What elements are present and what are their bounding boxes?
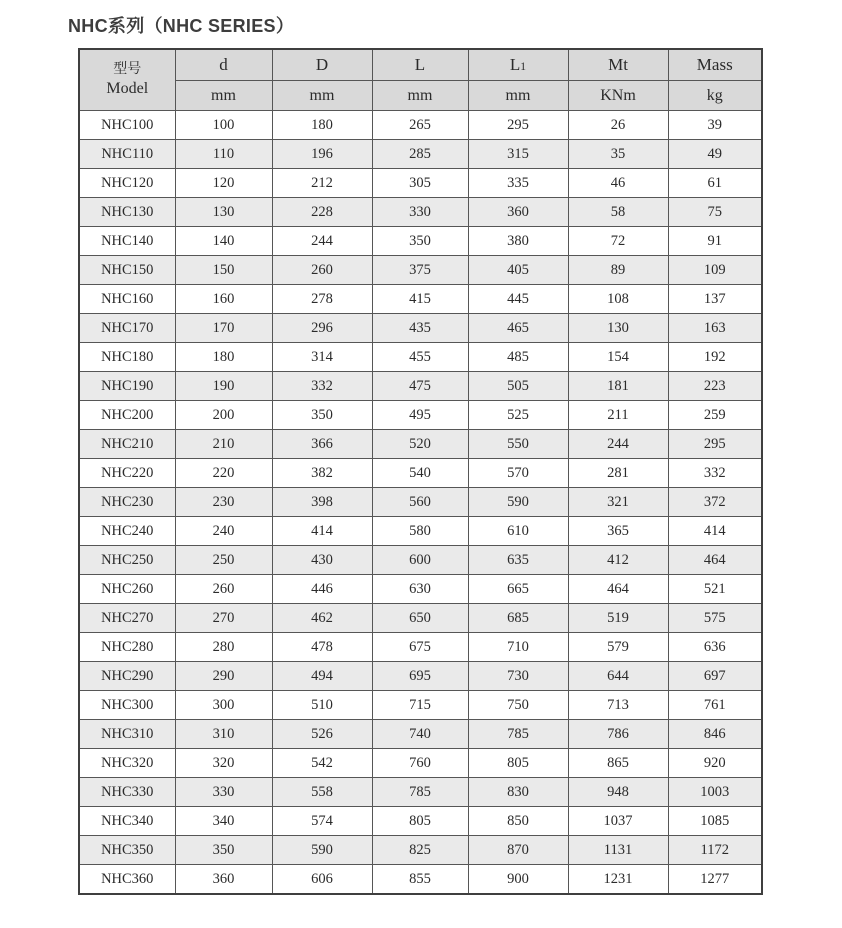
value-cell: 846 bbox=[668, 720, 762, 749]
value-cell: 550 bbox=[468, 430, 568, 459]
value-cell: 542 bbox=[272, 749, 372, 778]
value-cell: 46 bbox=[568, 169, 668, 198]
value-cell: 190 bbox=[175, 372, 272, 401]
value-cell: 296 bbox=[272, 314, 372, 343]
value-cell: 636 bbox=[668, 633, 762, 662]
column-label: L bbox=[414, 55, 426, 74]
value-cell: 140 bbox=[175, 227, 272, 256]
value-cell: 665 bbox=[468, 575, 568, 604]
table-row bbox=[79, 720, 762, 749]
value-cell: 1231 bbox=[568, 865, 668, 895]
value-cell: 570 bbox=[468, 459, 568, 488]
value-cell: 675 bbox=[372, 633, 468, 662]
model-cell: NHC130 bbox=[79, 198, 175, 227]
value-cell: 519 bbox=[568, 604, 668, 633]
column-label: Mass bbox=[696, 55, 733, 74]
value-cell: 26 bbox=[568, 111, 668, 140]
value-cell: 295 bbox=[668, 430, 762, 459]
table-row bbox=[79, 691, 762, 720]
model-header-chinese: 型号 bbox=[113, 61, 142, 77]
value-cell: 72 bbox=[568, 227, 668, 256]
value-cell: 250 bbox=[175, 546, 272, 575]
column-unit: kg bbox=[668, 81, 762, 111]
value-cell: 478 bbox=[272, 633, 372, 662]
value-cell: 495 bbox=[372, 401, 468, 430]
table-row bbox=[79, 256, 762, 285]
value-cell: 505 bbox=[468, 372, 568, 401]
value-cell: 590 bbox=[272, 836, 372, 865]
table-row bbox=[79, 459, 762, 488]
value-cell: 590 bbox=[468, 488, 568, 517]
value-cell: 89 bbox=[568, 256, 668, 285]
column-header-d bbox=[272, 49, 372, 81]
model-cell: NHC170 bbox=[79, 314, 175, 343]
value-cell: 260 bbox=[272, 256, 372, 285]
value-cell: 163 bbox=[668, 314, 762, 343]
value-cell: 382 bbox=[272, 459, 372, 488]
model-cell: NHC190 bbox=[79, 372, 175, 401]
value-cell: 285 bbox=[372, 140, 468, 169]
value-cell: 520 bbox=[372, 430, 468, 459]
value-cell: 265 bbox=[372, 111, 468, 140]
table-row bbox=[79, 488, 762, 517]
value-cell: 39 bbox=[668, 111, 762, 140]
value-cell: 825 bbox=[372, 836, 468, 865]
column-label: D bbox=[315, 55, 329, 74]
value-cell: 415 bbox=[372, 285, 468, 314]
value-cell: 259 bbox=[668, 401, 762, 430]
value-cell: 340 bbox=[175, 807, 272, 836]
value-cell: 290 bbox=[175, 662, 272, 691]
value-cell: 575 bbox=[668, 604, 762, 633]
value-cell: 75 bbox=[668, 198, 762, 227]
value-cell: 830 bbox=[468, 778, 568, 807]
value-cell: 200 bbox=[175, 401, 272, 430]
table-row bbox=[79, 227, 762, 256]
model-cell: NHC280 bbox=[79, 633, 175, 662]
model-cell: NHC360 bbox=[79, 865, 175, 895]
value-cell: 526 bbox=[272, 720, 372, 749]
value-cell: 196 bbox=[272, 140, 372, 169]
table-row bbox=[79, 807, 762, 836]
value-cell: 710 bbox=[468, 633, 568, 662]
value-cell: 35 bbox=[568, 140, 668, 169]
value-cell: 1131 bbox=[568, 836, 668, 865]
value-cell: 360 bbox=[468, 198, 568, 227]
model-cell: NHC140 bbox=[79, 227, 175, 256]
value-cell: 920 bbox=[668, 749, 762, 778]
value-cell: 305 bbox=[372, 169, 468, 198]
table-row bbox=[79, 430, 762, 459]
table-header bbox=[79, 49, 762, 111]
value-cell: 380 bbox=[468, 227, 568, 256]
value-cell: 750 bbox=[468, 691, 568, 720]
value-cell: 1277 bbox=[668, 865, 762, 895]
column-header-l bbox=[372, 49, 468, 81]
value-cell: 730 bbox=[468, 662, 568, 691]
value-cell: 464 bbox=[668, 546, 762, 575]
page-title: NHC系列（NHC SERIES） bbox=[68, 16, 295, 36]
value-cell: 579 bbox=[568, 633, 668, 662]
value-cell: 865 bbox=[568, 749, 668, 778]
model-cell: NHC350 bbox=[79, 836, 175, 865]
value-cell: 405 bbox=[468, 256, 568, 285]
value-cell: 900 bbox=[468, 865, 568, 895]
value-cell: 366 bbox=[272, 430, 372, 459]
value-cell: 475 bbox=[372, 372, 468, 401]
value-cell: 1085 bbox=[668, 807, 762, 836]
value-cell: 180 bbox=[175, 343, 272, 372]
value-cell: 435 bbox=[372, 314, 468, 343]
column-header-model bbox=[79, 49, 175, 111]
value-cell: 192 bbox=[668, 343, 762, 372]
column-label: d bbox=[219, 55, 228, 74]
value-cell: 240 bbox=[175, 517, 272, 546]
spec-table bbox=[78, 48, 763, 895]
value-cell: 220 bbox=[175, 459, 272, 488]
model-cell: NHC270 bbox=[79, 604, 175, 633]
value-cell: 600 bbox=[372, 546, 468, 575]
value-cell: 270 bbox=[175, 604, 272, 633]
model-cell: NHC230 bbox=[79, 488, 175, 517]
value-cell: 150 bbox=[175, 256, 272, 285]
value-cell: 321 bbox=[568, 488, 668, 517]
model-cell: NHC160 bbox=[79, 285, 175, 314]
table-row bbox=[79, 662, 762, 691]
value-cell: 332 bbox=[272, 372, 372, 401]
value-cell: 160 bbox=[175, 285, 272, 314]
value-cell: 281 bbox=[568, 459, 668, 488]
model-cell: NHC180 bbox=[79, 343, 175, 372]
value-cell: 360 bbox=[175, 865, 272, 895]
value-cell: 715 bbox=[372, 691, 468, 720]
value-cell: 510 bbox=[272, 691, 372, 720]
value-cell: 650 bbox=[372, 604, 468, 633]
value-cell: 280 bbox=[175, 633, 272, 662]
value-cell: 1172 bbox=[668, 836, 762, 865]
model-cell: NHC210 bbox=[79, 430, 175, 459]
table-row bbox=[79, 633, 762, 662]
value-cell: 223 bbox=[668, 372, 762, 401]
value-cell: 455 bbox=[372, 343, 468, 372]
column-label-subscript: 1 bbox=[520, 60, 527, 73]
value-cell: 91 bbox=[668, 227, 762, 256]
value-cell: 805 bbox=[372, 807, 468, 836]
model-cell: NHC340 bbox=[79, 807, 175, 836]
model-cell: NHC290 bbox=[79, 662, 175, 691]
column-label: L bbox=[509, 55, 521, 74]
model-cell: NHC200 bbox=[79, 401, 175, 430]
table-row bbox=[79, 372, 762, 401]
model-cell: NHC260 bbox=[79, 575, 175, 604]
value-cell: 430 bbox=[272, 546, 372, 575]
value-cell: 870 bbox=[468, 836, 568, 865]
value-cell: 120 bbox=[175, 169, 272, 198]
value-cell: 525 bbox=[468, 401, 568, 430]
value-cell: 310 bbox=[175, 720, 272, 749]
value-cell: 485 bbox=[468, 343, 568, 372]
value-cell: 49 bbox=[668, 140, 762, 169]
value-cell: 181 bbox=[568, 372, 668, 401]
value-cell: 462 bbox=[272, 604, 372, 633]
header-row-labels bbox=[79, 49, 762, 81]
model-cell: NHC320 bbox=[79, 749, 175, 778]
value-cell: 375 bbox=[372, 256, 468, 285]
value-cell: 58 bbox=[568, 198, 668, 227]
value-cell: 948 bbox=[568, 778, 668, 807]
value-cell: 630 bbox=[372, 575, 468, 604]
column-header-mass bbox=[668, 49, 762, 81]
table-row bbox=[79, 604, 762, 633]
column-unit: mm bbox=[468, 81, 568, 111]
value-cell: 365 bbox=[568, 517, 668, 546]
value-cell: 260 bbox=[175, 575, 272, 604]
model-cell: NHC250 bbox=[79, 546, 175, 575]
value-cell: 278 bbox=[272, 285, 372, 314]
value-cell: 697 bbox=[668, 662, 762, 691]
table-row bbox=[79, 401, 762, 430]
value-cell: 785 bbox=[372, 778, 468, 807]
value-cell: 228 bbox=[272, 198, 372, 227]
value-cell: 855 bbox=[372, 865, 468, 895]
column-header-l1 bbox=[468, 49, 568, 81]
table-row bbox=[79, 140, 762, 169]
column-unit: mm bbox=[372, 81, 468, 111]
value-cell: 314 bbox=[272, 343, 372, 372]
model-cell: NHC120 bbox=[79, 169, 175, 198]
value-cell: 414 bbox=[668, 517, 762, 546]
column-header-d bbox=[175, 49, 272, 81]
value-cell: 580 bbox=[372, 517, 468, 546]
model-header-english: Model bbox=[106, 80, 149, 98]
value-cell: 170 bbox=[175, 314, 272, 343]
table-row bbox=[79, 575, 762, 604]
table-row bbox=[79, 343, 762, 372]
value-cell: 130 bbox=[568, 314, 668, 343]
value-cell: 300 bbox=[175, 691, 272, 720]
value-cell: 644 bbox=[568, 662, 668, 691]
value-cell: 610 bbox=[468, 517, 568, 546]
value-cell: 110 bbox=[175, 140, 272, 169]
value-cell: 244 bbox=[568, 430, 668, 459]
table-row bbox=[79, 314, 762, 343]
value-cell: 713 bbox=[568, 691, 668, 720]
value-cell: 230 bbox=[175, 488, 272, 517]
value-cell: 350 bbox=[175, 836, 272, 865]
table-row bbox=[79, 778, 762, 807]
value-cell: 540 bbox=[372, 459, 468, 488]
value-cell: 109 bbox=[668, 256, 762, 285]
value-cell: 1003 bbox=[668, 778, 762, 807]
value-cell: 350 bbox=[372, 227, 468, 256]
table-row bbox=[79, 111, 762, 140]
model-cell: NHC100 bbox=[79, 111, 175, 140]
table-row bbox=[79, 836, 762, 865]
table-row bbox=[79, 749, 762, 778]
value-cell: 606 bbox=[272, 865, 372, 895]
value-cell: 446 bbox=[272, 575, 372, 604]
column-header-mt bbox=[568, 49, 668, 81]
table-row bbox=[79, 546, 762, 575]
value-cell: 398 bbox=[272, 488, 372, 517]
value-cell: 1037 bbox=[568, 807, 668, 836]
value-cell: 464 bbox=[568, 575, 668, 604]
value-cell: 521 bbox=[668, 575, 762, 604]
value-cell: 350 bbox=[272, 401, 372, 430]
value-cell: 412 bbox=[568, 546, 668, 575]
model-cell: NHC330 bbox=[79, 778, 175, 807]
value-cell: 137 bbox=[668, 285, 762, 314]
value-cell: 315 bbox=[468, 140, 568, 169]
model-cell: NHC150 bbox=[79, 256, 175, 285]
value-cell: 295 bbox=[468, 111, 568, 140]
value-cell: 850 bbox=[468, 807, 568, 836]
model-cell: NHC220 bbox=[79, 459, 175, 488]
value-cell: 130 bbox=[175, 198, 272, 227]
value-cell: 695 bbox=[372, 662, 468, 691]
value-cell: 244 bbox=[272, 227, 372, 256]
value-cell: 320 bbox=[175, 749, 272, 778]
value-cell: 108 bbox=[568, 285, 668, 314]
value-cell: 372 bbox=[668, 488, 762, 517]
column-label: Mt bbox=[608, 55, 628, 74]
value-cell: 560 bbox=[372, 488, 468, 517]
value-cell: 335 bbox=[468, 169, 568, 198]
table-row bbox=[79, 865, 762, 895]
value-cell: 558 bbox=[272, 778, 372, 807]
value-cell: 574 bbox=[272, 807, 372, 836]
value-cell: 180 bbox=[272, 111, 372, 140]
table-row bbox=[79, 285, 762, 314]
table-row bbox=[79, 517, 762, 546]
value-cell: 494 bbox=[272, 662, 372, 691]
value-cell: 212 bbox=[272, 169, 372, 198]
value-cell: 786 bbox=[568, 720, 668, 749]
value-cell: 210 bbox=[175, 430, 272, 459]
value-cell: 805 bbox=[468, 749, 568, 778]
value-cell: 761 bbox=[668, 691, 762, 720]
value-cell: 635 bbox=[468, 546, 568, 575]
value-cell: 785 bbox=[468, 720, 568, 749]
value-cell: 685 bbox=[468, 604, 568, 633]
value-cell: 465 bbox=[468, 314, 568, 343]
column-unit: mm bbox=[175, 81, 272, 111]
value-cell: 740 bbox=[372, 720, 468, 749]
value-cell: 154 bbox=[568, 343, 668, 372]
model-cell: NHC310 bbox=[79, 720, 175, 749]
value-cell: 211 bbox=[568, 401, 668, 430]
value-cell: 330 bbox=[372, 198, 468, 227]
value-cell: 760 bbox=[372, 749, 468, 778]
model-cell: NHC240 bbox=[79, 517, 175, 546]
value-cell: 61 bbox=[668, 169, 762, 198]
table-row bbox=[79, 169, 762, 198]
value-cell: 332 bbox=[668, 459, 762, 488]
value-cell: 330 bbox=[175, 778, 272, 807]
value-cell: 100 bbox=[175, 111, 272, 140]
column-unit: mm bbox=[272, 81, 372, 111]
value-cell: 414 bbox=[272, 517, 372, 546]
header-row-units bbox=[79, 81, 762, 111]
value-cell: 445 bbox=[468, 285, 568, 314]
table-body bbox=[79, 111, 762, 895]
column-unit: KNm bbox=[568, 81, 668, 111]
table-row bbox=[79, 198, 762, 227]
model-cell: NHC300 bbox=[79, 691, 175, 720]
model-cell: NHC110 bbox=[79, 140, 175, 169]
